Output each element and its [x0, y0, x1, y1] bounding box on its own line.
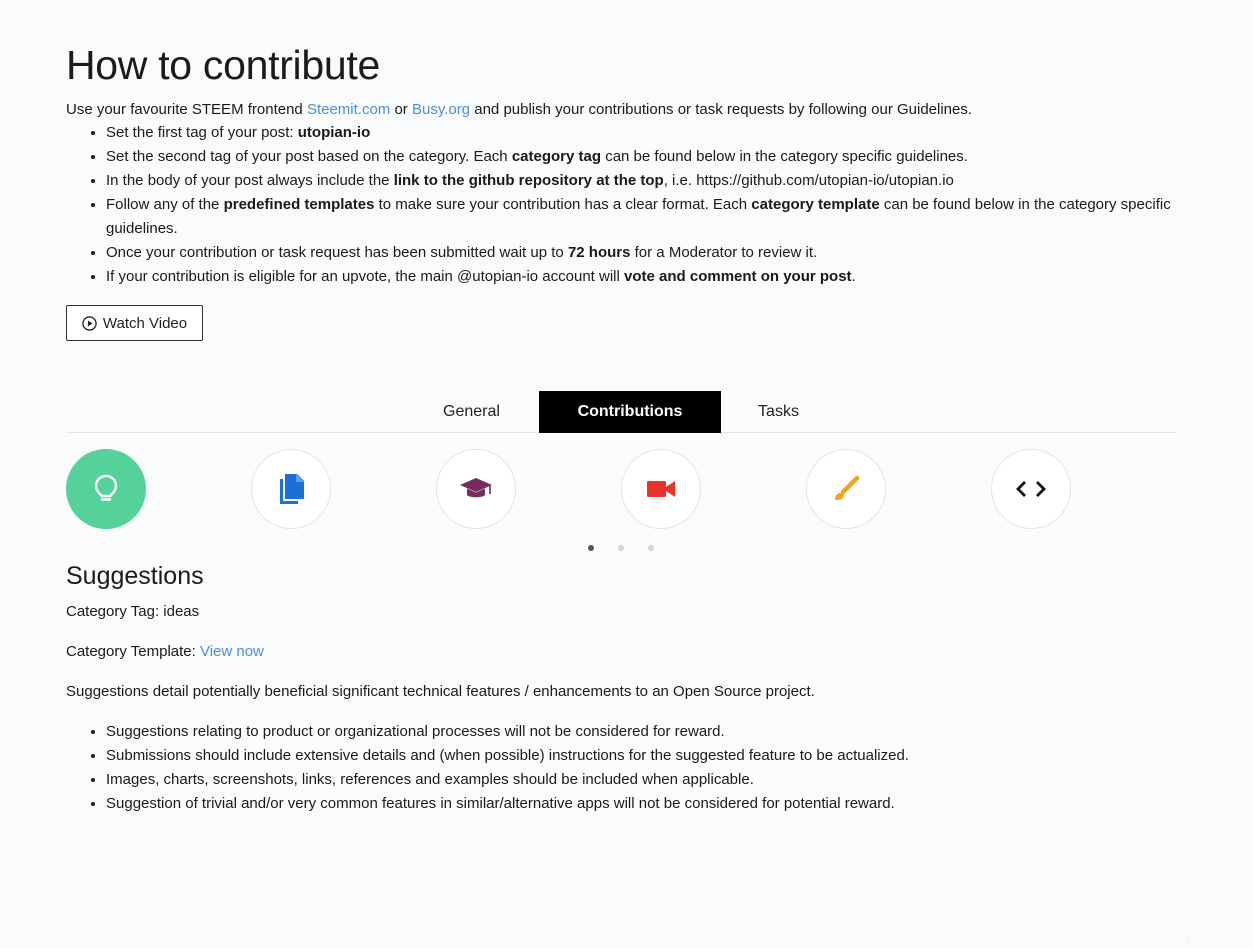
category-ideas-button[interactable]: [66, 449, 146, 529]
busy-link[interactable]: Busy.org: [411, 101, 471, 118]
lightbulb-icon: [92, 473, 120, 505]
detail-item: • Suggestions relating to product or organizational processes will not be considered for reward.: [106, 720, 1186, 744]
tab-general[interactable]: General: [443, 403, 500, 420]
category-tabs: [66, 390, 1176, 433]
category-template-line: [66, 642, 264, 662]
rule-text: .: [851, 268, 856, 285]
detail-item: • Images, charts, screenshots, links, references and examples should be included when applicable.: [106, 768, 1186, 792]
watch-video-label: Watch Video: [102, 314, 188, 332]
rule-text: In the body of your post always include the: [106, 172, 394, 189]
category-tag-line: [66, 602, 199, 622]
rule-item: [106, 121, 1186, 145]
intro-text: [66, 100, 1176, 120]
document-icon: [276, 472, 306, 506]
intro-prefix: Use your favourite STEEM frontend: [66, 101, 307, 118]
intro-between: or: [390, 101, 412, 118]
rule-item: [106, 169, 1186, 193]
next-slide-arrow[interactable]: ›: [1186, 932, 1191, 948]
detail-item: • Suggestion of trivial and/or very common features in similar/alternative apps will not be considered for potential reward.: [106, 792, 1186, 816]
rule-text: can be found below in the category specific guidelines.: [601, 148, 968, 165]
category-description: Suggestions detail potentially beneficial significant technical features / enhancements to an Open Source project.: [66, 683, 815, 700]
rule-emphasis: 72 hours: [567, 244, 631, 261]
tab-tasks[interactable]: Tasks: [758, 403, 799, 420]
rule-item: [106, 145, 1186, 169]
intro-suffix: and publish your contributions or task requests by following our Guidelines.: [470, 101, 973, 118]
rule-item: [106, 241, 1186, 265]
category-documentation-button[interactable]: [251, 449, 331, 529]
rule-text: can be found below in the category specific guidelines.: [106, 196, 1171, 237]
rule-text: for a Moderator to review it.: [630, 244, 818, 261]
code-icon: [1015, 479, 1047, 499]
rule-text: to make sure your contribution has a clear format. Each: [374, 196, 752, 213]
paintbrush-icon: [831, 474, 861, 504]
rule-emphasis: category tag: [511, 148, 602, 165]
rule-emphasis: predefined templates: [223, 196, 375, 213]
carousel-dot[interactable]: [648, 545, 654, 551]
rule-text: Follow any of the: [106, 196, 224, 213]
rule-text: Set the first tag of your post:: [106, 124, 298, 141]
rule-text: If your contribution is eligible for an upvote, the main @utopian-io account will: [106, 268, 625, 285]
rule-emphasis: link to the github repository at the top: [393, 172, 664, 189]
page-title: How to contribute: [66, 42, 380, 88]
view-template-link[interactable]: View now: [199, 643, 264, 660]
category-tutorials-button[interactable]: [436, 449, 516, 529]
rule-text: , i.e. https://github.com/utopian-io/utopian.io: [663, 172, 954, 189]
carousel-dot[interactable]: [588, 545, 594, 551]
rule-text: Once your contribution or task request has been submitted wait up to: [106, 244, 568, 261]
graduation-cap-icon: [459, 475, 493, 503]
category-details-list: [66, 720, 1186, 816]
contribution-rules-list: [66, 121, 1186, 289]
category-tag-value: ideas: [163, 603, 200, 620]
category-template-label: Category Template:: [66, 643, 200, 660]
rule-emphasis: utopian-io: [297, 124, 371, 141]
rule-item: [106, 265, 1186, 289]
category-title: Suggestions: [66, 562, 204, 590]
video-camera-icon: [646, 478, 676, 500]
play-circle-icon: [82, 316, 97, 331]
category-design-button[interactable]: [806, 449, 886, 529]
carousel-dot[interactable]: [618, 545, 624, 551]
category-video-tutorials-button[interactable]: [621, 449, 701, 529]
rule-text: Set the second tag of your post based on the category. Each: [106, 148, 512, 165]
tab-contributions[interactable]: Contributions: [539, 391, 721, 433]
rule-emphasis: vote and comment on your post: [624, 268, 852, 285]
category-development-button[interactable]: [991, 449, 1071, 529]
rule-emphasis: category template: [751, 196, 880, 213]
detail-item: • Submissions should include extensive details and (when possible) instructions for the suggested feature to be actualized.: [106, 744, 1186, 768]
watch-video-button[interactable]: [66, 305, 203, 341]
rule-item: [106, 193, 1186, 241]
steemit-link[interactable]: Steemit.com: [306, 101, 391, 118]
category-tag-label: Category Tag:: [66, 603, 164, 620]
